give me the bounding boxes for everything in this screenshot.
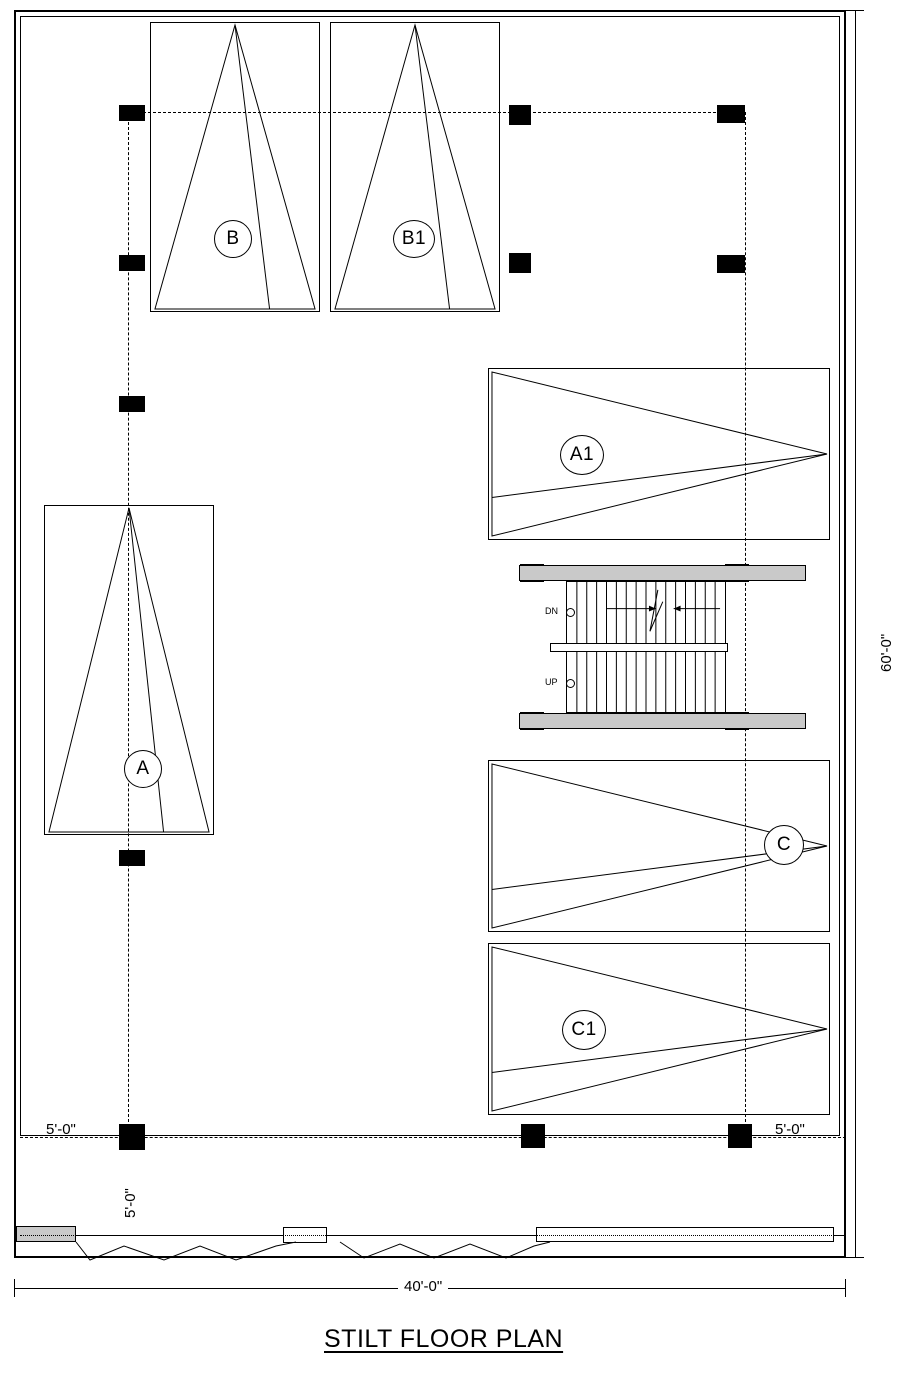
parking-bay-c1 <box>488 943 830 1115</box>
bottom-dim-tick-right <box>845 1279 846 1297</box>
stair-wall-bottom <box>519 713 806 729</box>
stair-up-marker <box>566 679 575 688</box>
bay-label-text: B <box>226 228 240 249</box>
bay-label-text: A1 <box>569 444 595 465</box>
column <box>509 253 531 273</box>
setback-label-right: 5'-0" <box>775 1121 805 1138</box>
right-dim-tick-bottom <box>846 1257 864 1258</box>
overall-width-dimension: 40'-0" <box>398 1278 448 1295</box>
parking-bay-b-label <box>214 220 252 258</box>
bay-label-text: C <box>776 834 792 855</box>
stair-down-label: DN <box>545 606 558 616</box>
front-setback-center-line <box>20 1235 840 1236</box>
parking-bay-a1-label <box>560 435 604 475</box>
parking-bay-b1 <box>330 22 500 312</box>
parking-bay-c1-label <box>562 1010 606 1050</box>
parking-bay-a1 <box>488 368 830 540</box>
column <box>119 255 145 271</box>
front-break-line <box>14 1234 846 1264</box>
stair-down-marker <box>566 608 575 617</box>
column <box>119 1124 145 1150</box>
bay-label-text: B1 <box>401 228 427 249</box>
drawing-title: STILT FLOOR PLAN <box>324 1325 564 1353</box>
column <box>119 850 145 866</box>
setback-label-left: 5'-0" <box>46 1121 76 1138</box>
column <box>119 396 145 412</box>
setback-label-front: 5'-0" <box>122 1188 139 1218</box>
stair-handrail <box>550 643 728 652</box>
column <box>521 1124 545 1148</box>
bay-label-text: A <box>136 758 150 779</box>
parking-bay-b <box>150 22 320 312</box>
parking-bay-a-label <box>124 750 162 788</box>
column <box>717 105 745 123</box>
column <box>717 255 745 273</box>
column <box>728 1124 752 1148</box>
right-dim-tick-top <box>846 10 864 11</box>
stair-wall-top <box>519 565 806 581</box>
parking-bay-c-label <box>764 825 804 865</box>
right-dimension-line <box>855 10 856 1258</box>
column <box>509 105 531 125</box>
bottom-dim-tick-left <box>14 1279 15 1297</box>
bay-label-text: C1 <box>571 1019 597 1040</box>
parking-bay-b1-label <box>393 220 435 258</box>
parking-bay-a <box>44 505 214 835</box>
overall-height-dimension: 60'-0" <box>878 633 895 672</box>
stair-up-label: UP <box>545 677 558 687</box>
column <box>119 105 145 121</box>
